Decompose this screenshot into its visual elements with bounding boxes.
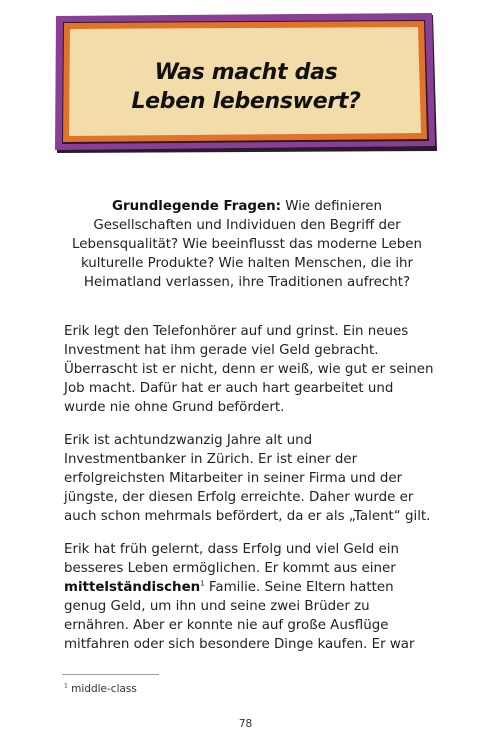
intro-text: Wie definieren Gesellschaften und Individuen den Begriff der Lebensqualität? Wie beeinflusst das moderne Leben kulturelle Produkte? Wie halten Menschen, die ihr Heimatland verlassen, ihre Traditionen aufrecht? bbox=[72, 199, 422, 290]
paragraph-3-start: Erik hat früh gelernt, dass Erfolg und viel Geld ein besseres Leben ermöglichen. Er kommt aus einer bbox=[64, 542, 399, 576]
footnote-divider bbox=[62, 674, 159, 675]
title-banner bbox=[53, 13, 439, 155]
footnote-marker: 1 bbox=[64, 682, 68, 690]
title-line-1: Was macht das bbox=[154, 60, 338, 85]
paragraph-1: Erik legt den Telefonhörer auf und grinst. Ein neues Investment hat ihm gerade viel Geld gebracht. Überrascht ist er nicht, denn er weiß, wie gut er seinen Job macht. Dafür hat er auch hart gearbeitet und wurde nie ohne Grund befördert. bbox=[64, 324, 434, 415]
intro-lead: Grundlegende Fragen: bbox=[112, 199, 281, 214]
footnote-text: middle-class bbox=[67, 683, 137, 695]
paragraph-2: Erik ist achtundzwanzig Jahre alt und Investmentbanker in Zürich. Er ist einer der erfolgreichsten Mitarbeiter in seiner Firma und der jüngste, der diesen Erfolg erreichte. Daher wurde er auch schon mehrmals befördert, da er als „Talent“ gilt. bbox=[64, 433, 431, 524]
title-line-2: Leben lebenswert? bbox=[131, 89, 361, 114]
paragraph-3-end: Familie. Seine Eltern hatten genug Geld, um ihn und seine zwei Brüder zu ernähren. Aber er konnte nie auf große Ausflüge mitfahren oder sich besondere Dinge kaufen. Er war bbox=[64, 580, 415, 652]
page-number: 78 bbox=[238, 718, 253, 730]
glossary-term: mittelständischen bbox=[64, 580, 201, 595]
footnote bbox=[64, 682, 137, 696]
footnote-ref[interactable]: 1 bbox=[200, 579, 205, 588]
page-title bbox=[53, 58, 439, 116]
paragraph-3 bbox=[64, 540, 436, 654]
intro-questions bbox=[62, 197, 432, 292]
